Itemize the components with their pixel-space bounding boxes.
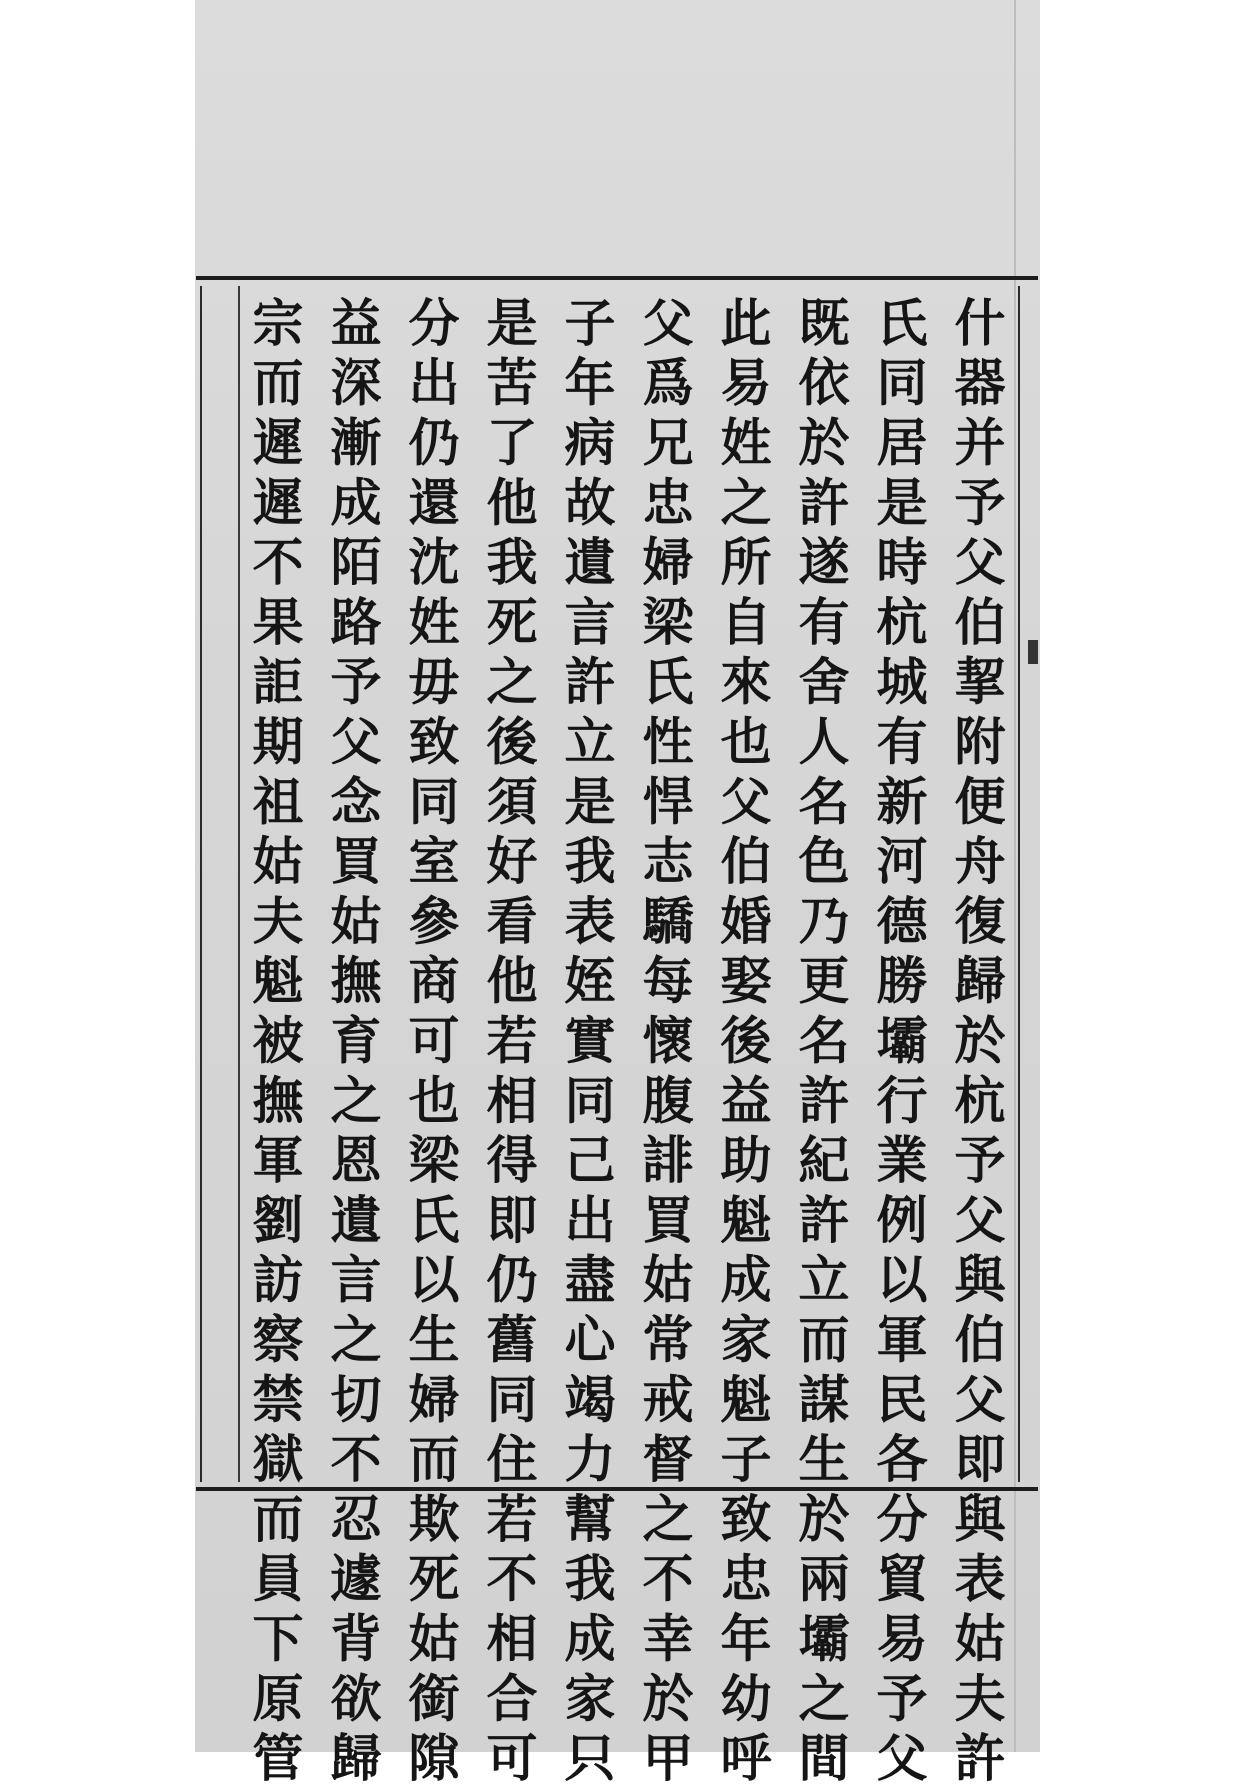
text-column: 是苦了他我死之後須好看他若相得即仍舊同住若不相合可 xyxy=(477,296,537,1791)
right-rule xyxy=(1018,286,1020,1482)
text-column: 宗而遲遲不果詎期祖姑夫魁被撫軍劉訪察禁獄而員下原管 xyxy=(243,296,303,1791)
text-column: 氏同居是時杭城有新河德勝壩行業例以軍民各分貿易予父 xyxy=(867,296,927,1791)
text-column: 此易姓之所自來也父伯婚娶後益助魁成家魁子致忠年幼呼 xyxy=(711,296,771,1791)
text-column: 益深漸成陌路予父念買姑撫育之恩遺言之切不忍遽背欲歸 xyxy=(321,296,381,1791)
text-column: 什器并予父伯挈附便舟復歸於杭予父與伯父即與表姑夫許 xyxy=(945,296,1005,1791)
text-column: 子年病故遺言許立是我表姪實同己出盡心竭力幫我成家只 xyxy=(555,296,615,1791)
text-column: 既依於許遂有舍人名色乃更名許紀許立而謀生於兩壩之間 xyxy=(789,296,849,1791)
fold-mark xyxy=(1028,640,1038,664)
margin-column xyxy=(200,286,240,1482)
text-column: 分出仍還沈姓毋致同室參商可也梁氏以生婦而欺死姑銜隙 xyxy=(399,296,459,1791)
text-column: 父爲兄忠婦梁氏性悍志驕每懷腹誹買姑常戒督之不幸於甲 xyxy=(633,296,693,1791)
text-body xyxy=(240,296,1008,1791)
